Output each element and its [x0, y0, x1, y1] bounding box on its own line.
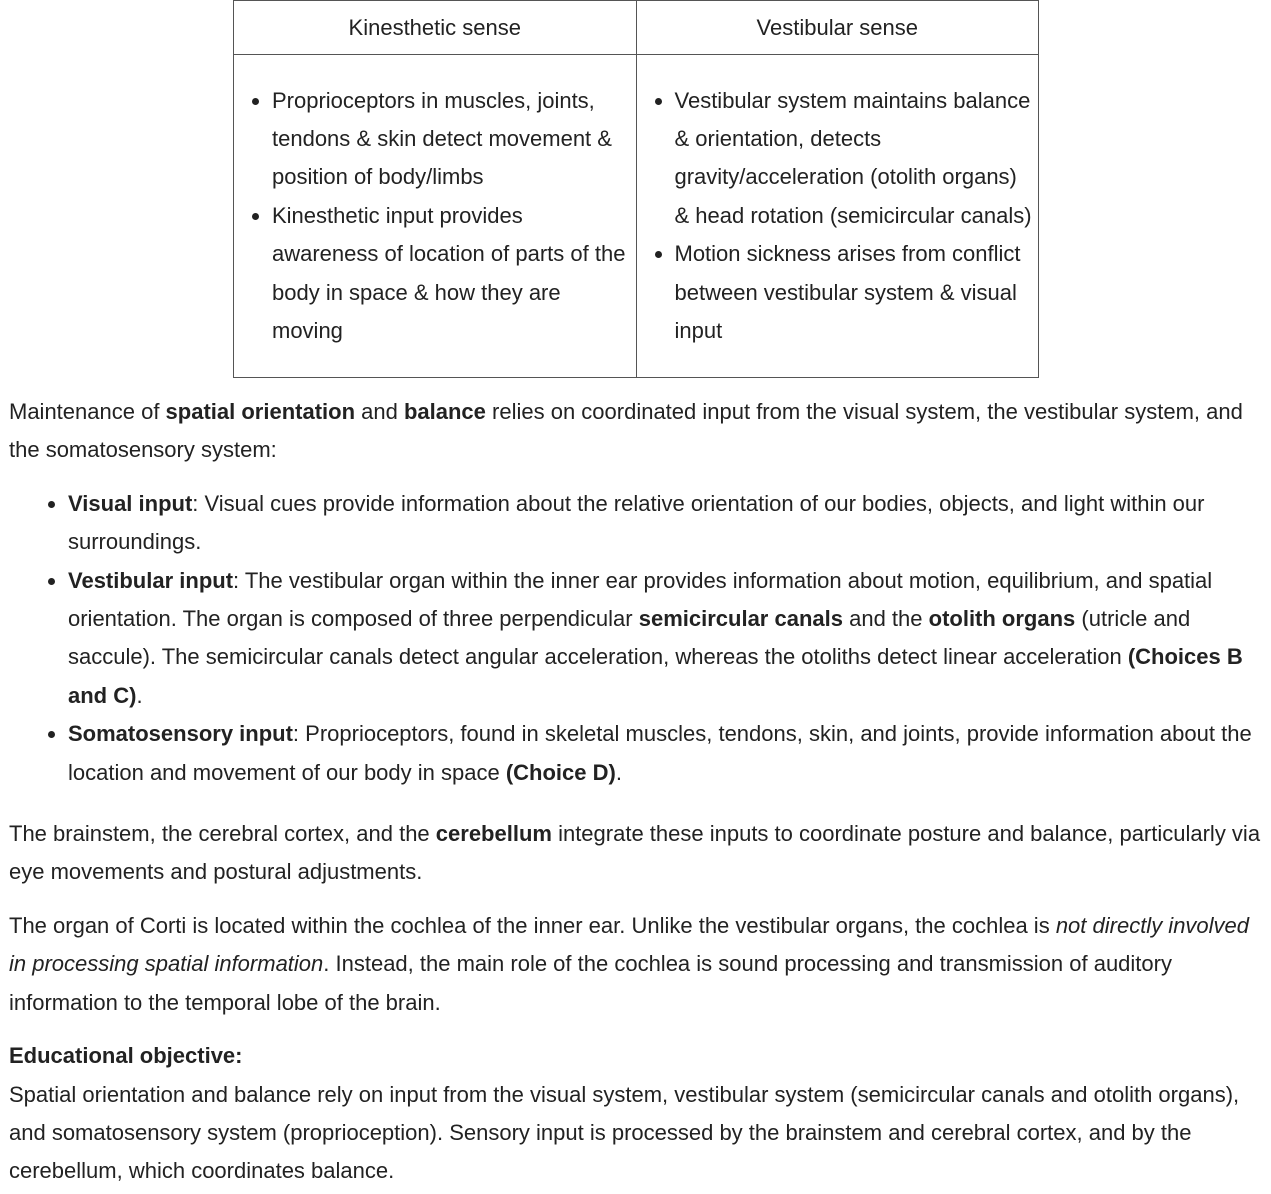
kinesthetic-cell — [234, 55, 637, 378]
somatosensory-input-text: : Proprioceptors, found in skeletal muscles, tendons, skin, and joints, provide information about the location and movement of our body in space — [68, 721, 1252, 785]
visual-input-text: : Visual cues provide information about the relative orientation of our bodies, objects, and light within our surroundings. — [68, 490, 1205, 555]
objective-heading: Educational objective: — [9, 1043, 243, 1069]
brainstem-text: The brainstem, the cerebral cortex, and the — [9, 821, 436, 847]
vestibular-input-item — [68, 562, 1267, 716]
list-item: • Proprioceptors in muscles, joints, tendons & skin detect movement & position of body/limbs — [272, 82, 630, 197]
list-item: • Motion sickness arises from conflict between vestibular system & visual input — [675, 235, 1033, 350]
vestibular-input-text: and the — [842, 606, 929, 632]
educational-objective-text: Spatial orientation and balance rely on input from the visual system, vestibular system (semicircular canals and otolith organs), and somatosensory system (proprioception). Sensory input is processed by the brainstem and cerebral cortex, and by the cerebellum, which coordinates balance. — [9, 1081, 1240, 1184]
header-vestibular: Vestibular sense — [636, 1, 1039, 55]
list-item: • Kinesthetic input provides awareness of location of parts of the body in space & how they are moving — [272, 197, 630, 351]
vestibular-cell — [636, 55, 1039, 378]
explanation-text — [9, 393, 1267, 1191]
term-balance: balance — [403, 399, 486, 424]
table-header-row — [234, 1, 1039, 55]
header-kinesthetic: Kinesthetic sense — [234, 1, 637, 55]
corti-text: The organ of Corti is located within the cochlea of the inner ear. Unlike the vestibular organs, the cochlea is — [9, 912, 1056, 938]
visual-input-label: Visual input — [68, 490, 193, 516]
table-row — [234, 55, 1039, 378]
vestibular-input-text: . — [136, 682, 143, 708]
corti-text: . Instead, the main role of the cochlea is sound processing and transmission of auditory information to the temporal lobe of the brain. — [9, 951, 1172, 1015]
intro-paragraph — [9, 393, 1267, 470]
vestibular-input-label: Vestibular input — [68, 567, 234, 593]
somatosensory-input-label: Somatosensory input — [68, 721, 293, 747]
choice-reference-b-c: (Choices B and C) — [68, 644, 1243, 708]
somatosensory-input-text: . — [615, 759, 622, 785]
visual-input-item — [68, 485, 1267, 562]
corti-emphasis: not directly involved in processing spatial information — [9, 912, 1250, 977]
sense-comparison-table-container — [233, 0, 1039, 378]
brainstem-text: integrate these inputs to coordinate posture and balance, particularly via eye movements and postural adjustments. — [9, 821, 1261, 885]
term-semicircular-canals: semicircular canals — [638, 606, 843, 632]
intro-text: relies on coordinated input from the visual system, the vestibular system, and the somatosensory system: — [9, 399, 1243, 463]
vestibular-list — [637, 82, 1039, 351]
intro-text: Maintenance of — [9, 399, 166, 424]
vestibular-input-text: : The vestibular organ within the inner ear provides information about motion, equilibrium, and spatial orientation. The organ is composed of three perpendicular — [68, 567, 1213, 632]
term-spatial-orientation: spatial orientation — [165, 399, 356, 424]
term-cerebellum: cerebellum — [435, 821, 552, 847]
somatosensory-input-item — [68, 715, 1267, 792]
educational-objective-title — [9, 1037, 1267, 1075]
sensory-input-list — [9, 485, 1267, 792]
sense-comparison-table — [233, 0, 1039, 378]
kinesthetic-list — [234, 82, 636, 351]
vestibular-input-text: (utricle and saccule). The semicircular canals detect angular acceleration, whereas the otoliths detect linear acceleration — [68, 606, 1191, 670]
intro-text: and — [355, 399, 404, 424]
corti-paragraph — [9, 907, 1267, 1022]
term-otolith-organs: otolith organs — [928, 606, 1076, 632]
list-item: • Vestibular system maintains balance & orientation, detects gravity/acceleration (otolith organs) & head rotation (semicircular canals) — [675, 82, 1033, 236]
brainstem-paragraph — [9, 815, 1267, 892]
choice-reference-d: (Choice D) — [505, 759, 616, 785]
